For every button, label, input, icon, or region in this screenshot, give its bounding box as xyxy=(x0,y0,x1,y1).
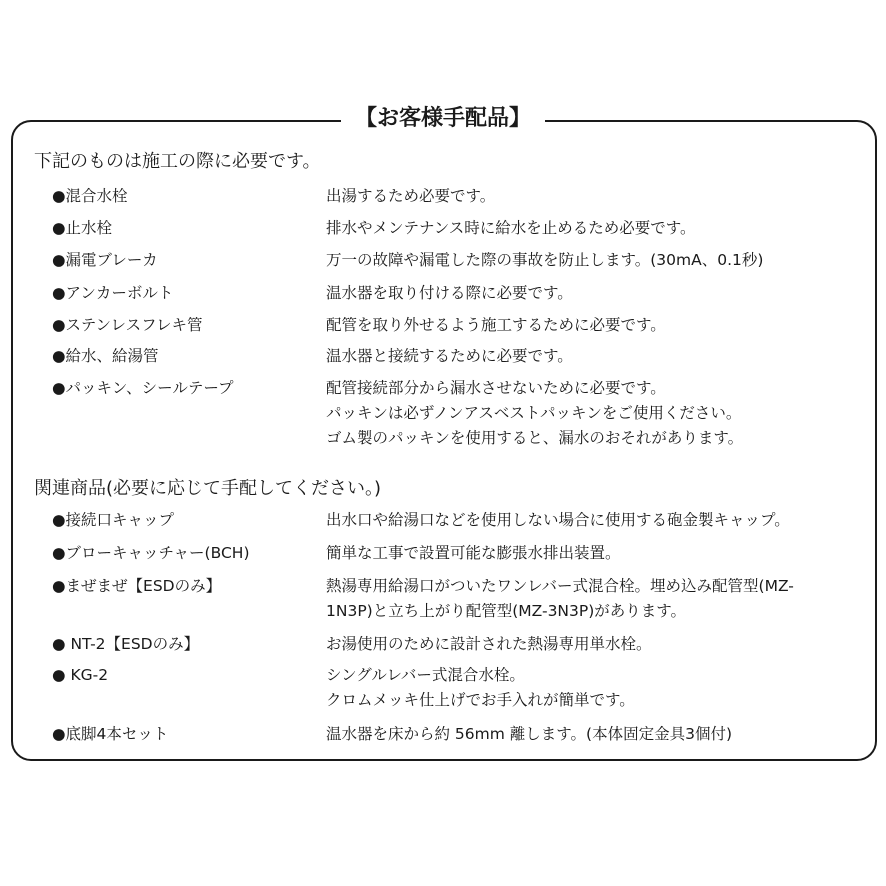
item-label: ●ブローキャッチャー(BCH) xyxy=(52,544,250,562)
item-label: ●ステンレスフレキ管 xyxy=(52,316,203,334)
item-description: 出湯するため必要です。 xyxy=(326,187,496,205)
item-continuation: クロムメッキ仕上げでお手入れが簡単です。 xyxy=(326,691,635,709)
item-continuation: 1N3P)と立ち上がり配管型(MZ-3N3P)があります。 xyxy=(326,602,687,620)
item-description: 熱湯専用給湯口がついたワンレバー式混合栓。埋め込み配管型(MZ- xyxy=(326,577,794,595)
item-label: ●まぜまぜ【ESDのみ】 xyxy=(52,577,222,595)
item-label: ●パッキン、シールテープ xyxy=(52,379,234,397)
list-item xyxy=(52,573,872,599)
item-continuation: ゴム製のパッキンを使用すると、漏水のおそれがあります。 xyxy=(326,429,744,447)
item-label: ●止水栓 xyxy=(52,219,113,237)
item-description: 配管接続部分から漏水させないために必要です。 xyxy=(326,379,666,397)
item-label: ●漏電ブレーカ xyxy=(52,251,158,269)
item-description: お湯使用のために設計された熱湯専用単水栓。 xyxy=(326,635,652,653)
item-description: 排水やメンテナンス時に給水を止めるため必要です。 xyxy=(326,219,696,237)
item-description: 温水器と接続するために必要です。 xyxy=(326,347,573,365)
item-description: シングルレバー式混合水栓。 xyxy=(326,666,525,684)
item-description: 出水口や給湯口などを使用しない場合に使用する砲金製キャップ。 xyxy=(326,511,790,529)
list-item xyxy=(52,183,872,209)
item-continuation: パッキンは必ずノンアスベストパッキンをご使用ください。 xyxy=(326,404,742,422)
item-description: 温水器を床から約 56mm 離します。(本体固定金具3個付) xyxy=(326,725,732,743)
list-item xyxy=(52,662,872,688)
item-label: ●給水、給湯管 xyxy=(52,347,159,365)
item-label: ●底脚4本セット xyxy=(52,725,169,743)
item-description: 簡単な工事で設置可能な膨張水排出装置。 xyxy=(326,544,621,562)
item-label: ●混合水栓 xyxy=(52,187,128,205)
list-item xyxy=(52,631,872,657)
list-item xyxy=(52,343,872,369)
item-label: ● NT-2【ESDのみ】 xyxy=(52,635,200,653)
list-item xyxy=(52,280,872,306)
list-item xyxy=(52,721,872,747)
section1-heading: 下記のものは施工の際に必要です。 xyxy=(34,151,321,172)
list-item xyxy=(52,507,872,533)
item-label: ●アンカーボルト xyxy=(52,284,174,302)
list-item xyxy=(52,247,872,273)
section2-heading: 関連商品(必要に応じて手配してください。) xyxy=(34,478,382,499)
item-label: ● KG-2 xyxy=(52,666,109,684)
item-description: 温水器を取り付ける際に必要です。 xyxy=(326,284,573,302)
list-item xyxy=(52,312,872,338)
list-item xyxy=(52,375,872,401)
item-description: 配管を取り外せるよう施工するために必要です。 xyxy=(326,316,666,334)
item-description: 万一の故障や漏電した際の事故を防止します。(30mA、0.1秒) xyxy=(326,251,764,269)
item-label: ●接続口キャップ xyxy=(52,511,175,529)
page-title: 【お客様手配品】 xyxy=(0,102,886,136)
list-item xyxy=(52,215,872,241)
list-item xyxy=(52,540,872,566)
